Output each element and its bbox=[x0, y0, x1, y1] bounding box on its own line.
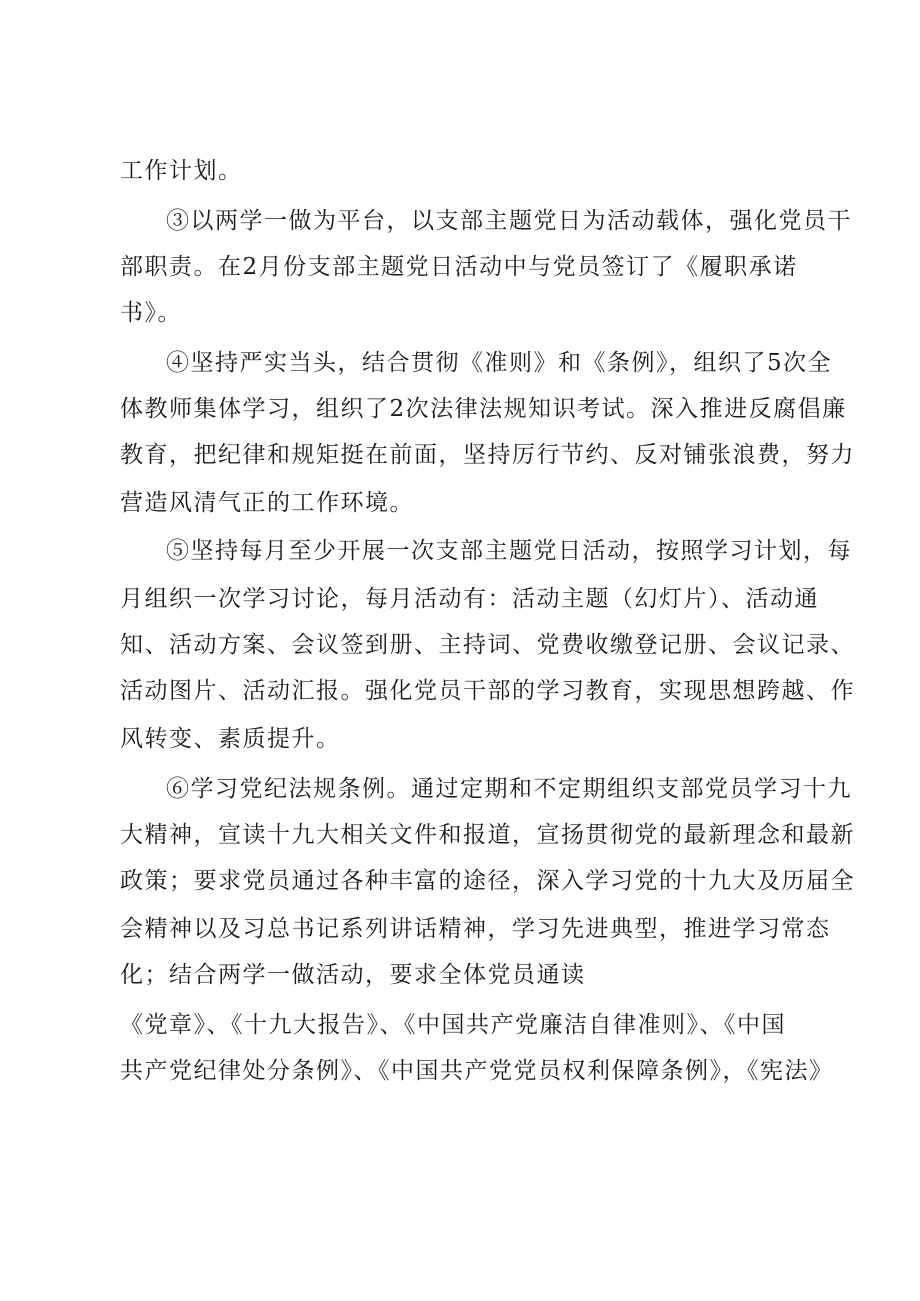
text-line: 营造风清气正的工作环境。 bbox=[120, 490, 414, 516]
text-line: 知、活动方案、会议签到册、主持词、党费收缴登记册、会议记录、 bbox=[120, 632, 855, 658]
text-line: 共产党纪律处分条例》、《中国共产党党员权利保障条例》，《宪法》 bbox=[120, 1058, 834, 1084]
text-line: 工作计划。 bbox=[120, 158, 243, 184]
text-line: ③以两学一做为平台，以支部主题党日为活动载体，强化党员干 bbox=[166, 208, 852, 234]
text-line: 政策；要求党员通过各种丰富的途径，深入学习党的十九大及历届全 bbox=[120, 868, 855, 894]
text-line: 化；结合两学一做活动，要求全体党员通读 bbox=[120, 962, 586, 988]
text-line: 体教师集体学习，组织了2次法律法规知识考试。深入推进反腐倡廉 bbox=[120, 396, 847, 422]
text-line: 会精神以及习总书记系列讲话精神，学习先进典型，推进学习常态 bbox=[120, 916, 831, 942]
text-line: ⑤坚持每月至少开展一次支部主题党日活动，按照学习计划，每 bbox=[166, 538, 852, 564]
text-line: 教育，把纪律和规矩挺在前面，坚持厉行节约、反对铺张浪费，努力 bbox=[120, 442, 855, 468]
text-line: ④坚持严实当头，结合贯彻《准则》和《条例》，组织了5次全 bbox=[166, 350, 833, 376]
text-line: 风转变、素质提升。 bbox=[120, 726, 341, 752]
text-line: 《党章》、《十九大报告》、《中国共产党廉洁自律准则》、《中国 bbox=[120, 1012, 786, 1038]
text-line: 月组织一次学习讨论，每月活动有：活动主题（幻灯片）、活动通 bbox=[120, 586, 819, 612]
text-line: 书》。 bbox=[120, 300, 182, 326]
text-line: 活动图片、活动汇报。强化党员干部的学习教育，实现思想跨越、作 bbox=[120, 678, 855, 704]
text-line: 大精神，宣读十九大相关文件和报道，宣扬贯彻党的最新理念和最新 bbox=[120, 822, 855, 848]
text-line: ⑥学习党纪法规条例。通过定期和不定期组织支部党员学习十九 bbox=[166, 776, 852, 802]
text-line: 部职责。在2月份支部主题党日活动中与党员签订了《履职承诺 bbox=[120, 254, 798, 280]
